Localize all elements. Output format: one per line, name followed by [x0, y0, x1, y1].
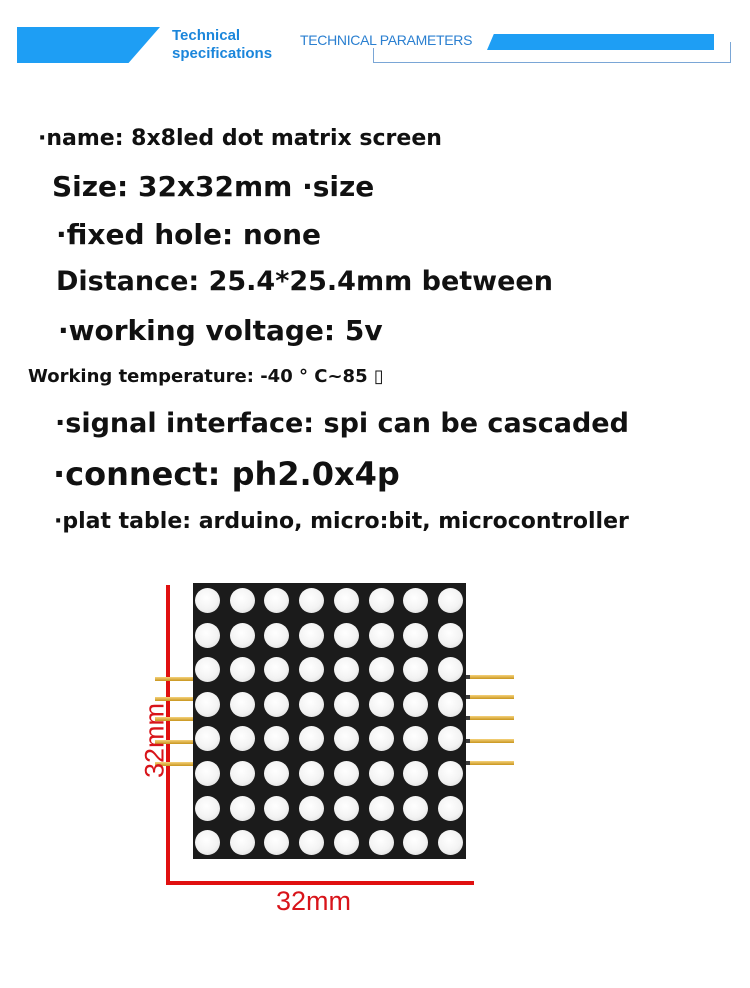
header-banner-right — [487, 34, 714, 50]
led-dot — [230, 657, 255, 682]
header-pin — [470, 716, 514, 720]
led-dot — [230, 830, 255, 855]
led-dot — [195, 726, 220, 751]
spec-platform: ·plat table: arduino, micro:bit, microcontroller — [54, 509, 629, 534]
header-pin — [470, 739, 514, 743]
led-dot — [438, 692, 463, 717]
led-dot — [369, 726, 394, 751]
led-dot — [369, 588, 394, 613]
led-dot — [403, 830, 428, 855]
header-pin — [470, 761, 514, 765]
led-dot — [334, 726, 359, 751]
led-dot — [299, 588, 324, 613]
dimension-line-horizontal — [166, 881, 474, 885]
spec-signal-interface: ·signal interface: spi can be cascaded — [55, 408, 629, 439]
led-dot — [369, 761, 394, 786]
led-dot — [369, 623, 394, 648]
led-dot — [264, 830, 289, 855]
led-dot — [438, 796, 463, 821]
header-frame-line — [373, 48, 374, 63]
led-dot — [195, 796, 220, 821]
led-dot — [369, 657, 394, 682]
header-pin — [155, 677, 195, 681]
led-dot — [230, 726, 255, 751]
spec-distance: Distance: 25.4*25.4mm between — [56, 266, 553, 297]
led-dot — [299, 796, 324, 821]
led-dot — [264, 692, 289, 717]
led-dot — [299, 657, 324, 682]
led-dot — [264, 726, 289, 751]
led-matrix-board — [193, 583, 466, 859]
spec-voltage: ·working voltage: 5v — [58, 314, 383, 347]
led-dot — [230, 623, 255, 648]
led-dot — [369, 796, 394, 821]
header-subtitle: TECHNICAL PARAMETERS — [300, 32, 473, 48]
led-dot — [334, 830, 359, 855]
led-dot — [195, 830, 220, 855]
led-dot — [230, 796, 255, 821]
led-dot — [403, 588, 428, 613]
led-dot — [264, 657, 289, 682]
led-dot — [195, 588, 220, 613]
led-dot — [403, 623, 428, 648]
spec-name: ·name: 8x8led dot matrix screen — [38, 126, 442, 151]
led-dot — [264, 796, 289, 821]
led-dot — [438, 761, 463, 786]
led-dot — [438, 623, 463, 648]
led-dot — [299, 830, 324, 855]
spec-temperature: Working temperature: -40 ° C~85 ▯ — [28, 366, 384, 387]
led-dot — [438, 588, 463, 613]
spec-connect: ·connect: ph2.0x4p — [53, 455, 400, 493]
led-dot — [403, 796, 428, 821]
led-dot — [403, 657, 428, 682]
led-dot — [438, 657, 463, 682]
led-dot — [403, 761, 428, 786]
led-dot — [403, 726, 428, 751]
led-dot — [195, 761, 220, 786]
led-dot — [334, 796, 359, 821]
led-dot — [334, 657, 359, 682]
header-frame-line — [730, 42, 731, 63]
led-dot — [369, 830, 394, 855]
header-title: Technical specifications — [172, 27, 273, 62]
header-pin — [470, 695, 514, 699]
led-dot — [195, 623, 220, 648]
led-dot — [299, 692, 324, 717]
led-dot — [299, 726, 324, 751]
led-dot — [264, 761, 289, 786]
led-dot — [438, 726, 463, 751]
led-dot — [195, 692, 220, 717]
header-frame-line — [373, 62, 731, 63]
led-dot — [369, 692, 394, 717]
spec-size: Size: 32x32mm ·size — [52, 170, 375, 203]
led-dot — [438, 830, 463, 855]
led-dot — [299, 623, 324, 648]
led-dot — [230, 761, 255, 786]
led-dot — [264, 588, 289, 613]
header-pin — [470, 675, 514, 679]
led-dot — [299, 761, 324, 786]
spec-fixed-hole: ·fixed hole: none — [56, 218, 322, 251]
led-dot — [230, 588, 255, 613]
led-dot — [264, 623, 289, 648]
led-dot — [334, 588, 359, 613]
led-dot — [230, 692, 255, 717]
width-dimension-label: 32mm — [276, 886, 352, 916]
height-dimension-label: 32mm — [139, 703, 170, 779]
header-banner-left — [17, 27, 160, 63]
led-dot — [334, 761, 359, 786]
led-dot — [195, 657, 220, 682]
led-dot — [334, 623, 359, 648]
led-dot — [403, 692, 428, 717]
led-dot — [334, 692, 359, 717]
